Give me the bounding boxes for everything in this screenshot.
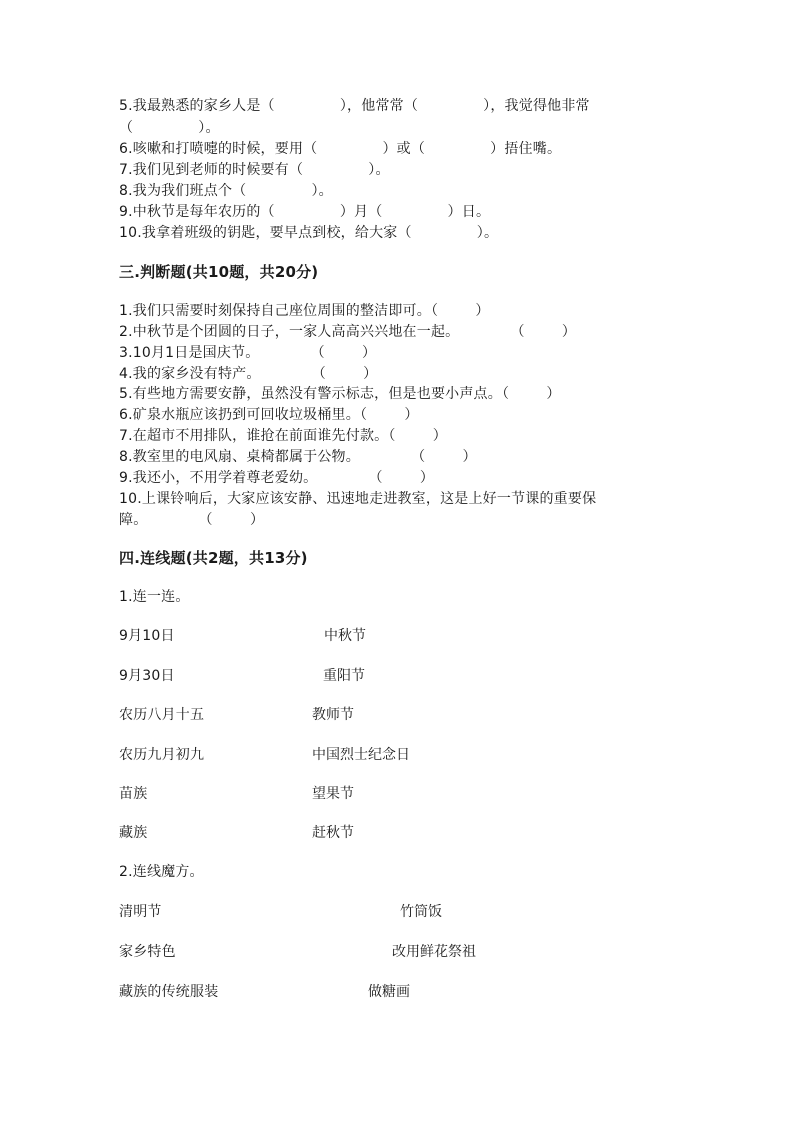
- match-right-item: 竹筒饭: [400, 904, 442, 920]
- match-left-item: 藏族的传统服装: [119, 984, 219, 1000]
- match-right-item: 改用鲜花祭祖: [392, 944, 476, 960]
- fill-question-9: 9.中秋节是每年农历的（ ）月（ ）日。: [119, 204, 491, 220]
- fill-question-5-line1: 5.我最熟悉的家乡人是（ ），他常常（ ），我觉得他非常: [119, 98, 590, 114]
- section-4-title: 四.连线题(共2题，共13分): [119, 549, 308, 567]
- judge-question-10-line1: 10.上课铃响后，大家应该安静、迅速地走进教室，这是上好一节课的重要保: [119, 491, 597, 507]
- match-right-item: 做糖画: [368, 984, 410, 1000]
- judge-question-8: 8.教室里的电风扇、桌椅都属于公物。 （ ）: [119, 449, 477, 465]
- match-right-item: 赶秋节: [312, 825, 354, 841]
- match-left-item: 9月30日: [119, 668, 175, 684]
- judge-question-6: 6.矿泉水瓶应该扔到可回收垃圾桶里。（ ）: [119, 407, 419, 423]
- match-question-2-title: 2.连线魔方。: [119, 864, 204, 880]
- match-left-item: 9月10日: [119, 628, 175, 644]
- judge-question-2: 2.中秋节是个团圆的日子，一家人高高兴兴地在一起。 （ ）: [119, 324, 577, 340]
- match-right-item: 重阳节: [323, 668, 365, 684]
- judge-question-1: 1.我们只需要时刻保持自己座位周围的整洁即可。（ ）: [119, 303, 490, 319]
- match-left-item: 家乡特色: [119, 944, 176, 960]
- match-left-item: 清明节: [119, 904, 162, 920]
- judge-question-3: 3.10月1日是国庆节。 （ ）: [119, 345, 377, 361]
- judge-question-10-line2: 障。 （ ）: [119, 512, 265, 528]
- judge-question-5: 5.有些地方需要安静，虽然没有警示标志，但是也要小声点。（ ）: [119, 386, 561, 402]
- fill-question-6: 6.咳嗽和打喷嚏的时候，要用（ ）或（ ）捂住嘴。: [119, 141, 562, 157]
- fill-question-7: 7.我们见到老师的时候要有（ ）。: [119, 162, 390, 178]
- fill-question-5-line2: （ ）。: [119, 120, 220, 136]
- judge-question-4: 4.我的家乡没有特产。 （ ）: [119, 366, 378, 382]
- fill-question-10: 10.我拿着班级的钥匙，要早点到校，给大家（ ）。: [119, 225, 499, 241]
- match-right-item: 中国烈士纪念日: [312, 747, 410, 763]
- match-left-item: 苗族: [119, 786, 148, 802]
- match-right-item: 望果节: [312, 786, 354, 802]
- judge-question-7: 7.在超市不用排队，谁抢在前面谁先付款。（ ）: [119, 428, 447, 444]
- match-right-item: 教师节: [312, 707, 354, 723]
- section-3-title: 三.判断题(共10题，共20分): [119, 263, 319, 281]
- match-left-item: 农历八月十五: [119, 707, 205, 723]
- judge-question-9: 9.我还小，不用学着尊老爱幼。 （ ）: [119, 470, 435, 486]
- match-left-item: 农历九月初九: [119, 747, 205, 763]
- fill-question-8: 8.我为我们班点个（ ）。: [119, 183, 333, 199]
- match-left-item: 藏族: [119, 825, 148, 841]
- match-question-1-title: 1.连一连。: [119, 589, 190, 605]
- match-right-item: 中秋节: [324, 628, 366, 644]
